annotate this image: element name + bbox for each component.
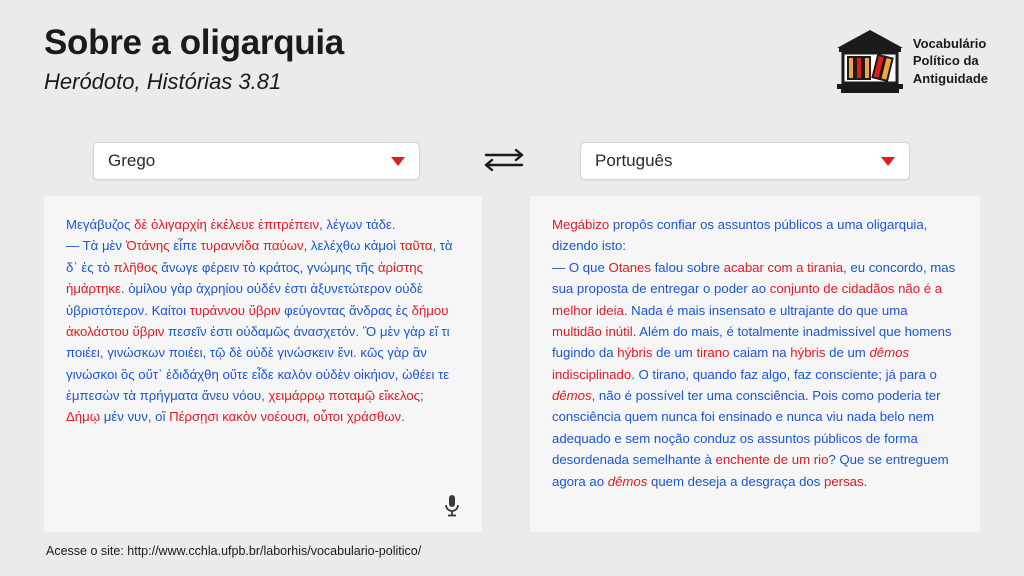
target-text [552,214,958,492]
src-seg-24: . [401,409,405,425]
tgt-seg-12: multidão inútil [552,323,633,339]
src-seg-7: τυραννίδα παύων [200,238,304,254]
tgt-seg-14: hýbris [617,345,653,361]
tgt-seg-27: dêmos [607,473,648,489]
logo-line-2: Político da [912,53,979,69]
tgt-seg-22: . O tirano, quando faz algo, faz consciente; já para o [631,366,937,382]
source-language-select[interactable] [93,142,420,180]
tgt-seg-29: persas [824,473,864,489]
src-seg-11: πλῆθος [113,259,158,275]
page-title: Sobre a oligarquia [44,23,344,62]
tgt-seg-17: caiam na [729,345,791,361]
swap-languages-button[interactable] [478,146,530,174]
tgt-seg-8: , eu concordo, mas sua proposta de entregar o poder ao [552,259,956,297]
tgt-seg-25: enchente de um rio [715,452,829,468]
src-seg-10: , τὰ δ᾽ ἐς τὸ [66,238,453,275]
page-subtitle: Heródoto, Histórias 3.81 [44,68,282,94]
tgt-seg-10: não é a melhor ideia [552,281,943,318]
site-footer[interactable]: Acesse o site: http://www.cchla.ufpb.br/laborhis/vocabulario-politico/ [46,544,422,558]
tgt-seg-16: tirano [696,345,730,361]
microphone-icon[interactable] [444,494,460,518]
logo-text [913,35,988,86]
tgt-seg-3: , dizendo isto: [552,217,928,254]
src-seg-5: Ὀτάνης [125,238,170,254]
src-seg-15: τυράννου ὕβριν [189,302,281,318]
src-seg-19: χειμάρρῳ ποταμῷ εἴκελος [268,388,421,403]
src-seg-6: εἶπε [169,238,201,254]
target-text-panel[interactable] [530,196,980,532]
src-seg-12: ἄνωγε φέρειν τὸ κράτος, γνώμης τῆς [157,259,378,275]
target-language-select[interactable] [580,142,910,180]
tgt-seg-24: , não é possível ter uma consciência. Pois como poderia ter consciência quem nunca foi ensinado e nunca viu nada belo nem adequado e sem noção conduz os assuntos públicos de forma desordenada semelhante à [552,388,941,468]
tgt-seg-26: ? Que se entreguem agora ao [552,452,949,489]
tgt-seg-30: . [863,473,868,489]
chevron-down-icon[interactable] [391,157,405,166]
target-language-label: Português [595,151,673,170]
tgt-seg-1: Megábizo [552,217,610,232]
logo[interactable] [835,28,988,94]
src-seg-18: πεσεῖν ἐστι οὐδαμῶς ἀνασχετόν. Ὃ μὲν γὰρ εἴ τι ποιέει, γινώσκων ποιέει, τῷ δὲ οὐδὲ γινώσκειν ἔνι. κῶς γὰρ ἂν γινώσκοι ὃς οὔτ᾽ ἐδιδάχθη οὔτε εἶδε καλὸν οὐδὲν οἰκήιον, ὠθέει τε ἐμπεσὼν τὰ πρήγματα ἄνευ νόου, [66,323,450,403]
tgt-seg-9: conjunto de cidadãos [769,281,895,297]
tgt-seg-18: hýbris [790,345,826,361]
classical-building-icon [835,28,905,94]
src-seg-23: Πέρσῃσι κακὸν νοέουσι, οὗτοι χράσθων [169,409,402,425]
logo-line-1: Vocabulário [912,36,987,52]
source-text [66,214,460,428]
src-seg-17: δήμου ἀκολάστου ὕβριν [66,302,449,339]
src-seg-1: Μεγάβυζος [66,217,135,232]
tgt-seg-23: dêmos [552,388,592,403]
tgt-seg-5: Otanes [608,259,651,275]
src-seg-13: ἀρίστης ἡμάρτηκε [66,259,423,297]
tgt-seg-7: acabar com a tirania [723,259,844,275]
chevron-down-icon[interactable] [881,157,895,166]
tgt-seg-28: quem deseja a desgraça dos [647,473,825,489]
tgt-seg-6: falou sobre [650,259,724,275]
logo-line-3: Antiguidade [912,70,988,86]
src-seg-20: ; [420,388,424,403]
src-seg-14: . ὁμίλου γὰρ ἀχρηίου οὐδέν ἐστι ἀξυνετώτερον οὐδὲ ὑβριστότερον. Καίτοι [66,281,423,318]
src-seg-3: , λέγων τάδε. [319,217,396,232]
tgt-seg-2: propôs confiar os assuntos públicos a uma oligarquia [609,217,924,232]
tgt-seg-21: indisciplinado [552,366,632,382]
tgt-seg-11: . Nada é mais insensato e ultrajante do que uma [623,302,908,318]
tgt-seg-15: de um [652,345,697,361]
src-seg-9: ταῦτα [399,238,433,254]
source-language-label: Grego [108,151,156,170]
tgt-seg-4: — O que [552,259,609,275]
tgt-seg-13: . Além do mais, é totalmente inadmissível que homens fugindo da [552,323,952,361]
src-seg-16: φεύγοντας ἄνδρας ἐς [280,302,412,318]
source-text-panel[interactable] [44,196,482,532]
src-seg-4: — Τὰ μὲν [66,238,126,254]
src-seg-2: δὲ ὀλιγαρχίη ἐκέλευε ἐπιτρέπειν [134,217,320,232]
tgt-seg-19: de um [825,345,870,361]
src-seg-8: , λελέχθω κἀμοὶ [303,238,400,254]
src-seg-21: Δήμῳ [66,409,101,425]
tgt-seg-20: dêmos [869,345,910,361]
header [44,24,744,95]
src-seg-22: μέν νυν, οἳ [100,409,170,425]
